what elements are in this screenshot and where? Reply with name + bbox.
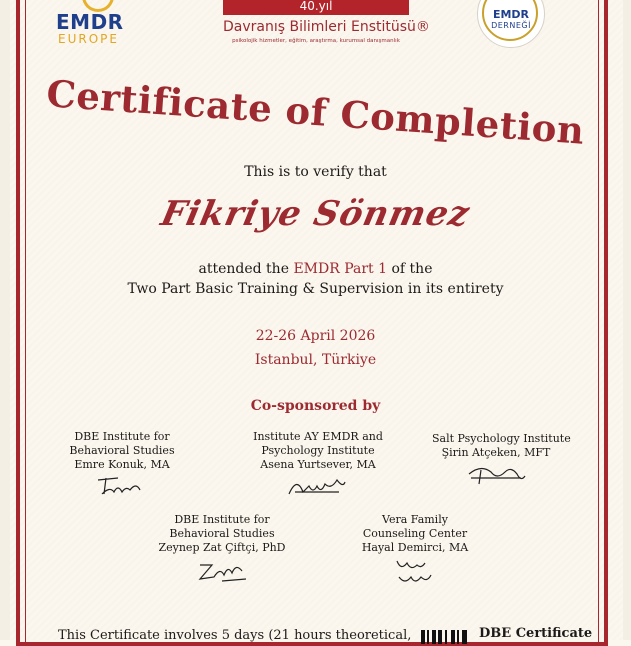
attended-line — [0, 261, 631, 277]
sponsor-person: Zeynep Zat Çiftçi, PhD — [158, 541, 286, 554]
seal-line2: DERNEĞİ — [491, 21, 531, 30]
certificate-title-wrap — [0, 71, 631, 153]
sponsor-block-5 — [345, 513, 485, 589]
cosponsored-heading: Co-sponsored by — [250, 398, 381, 414]
sponsor-block-2 — [248, 430, 388, 502]
emdr-europe-logo-line1: EMDR — [56, 10, 124, 34]
institute-tagline: psikolojik hizmetler, eğitim, araştırma, kurumsal danışmanlık — [232, 38, 400, 44]
sponsor-block-1 — [62, 430, 182, 500]
attended-prefix: attended the — [198, 261, 289, 277]
sponsor-person: Hayal Demirci, MA — [361, 541, 469, 554]
sponsor-block-4 — [152, 513, 292, 587]
footer-note: This Certificate involves 5 days (21 hours theoretical, — [58, 628, 412, 643]
seal-line1: EMDR — [492, 8, 530, 21]
program-name: EMDR Part 1 — [293, 261, 388, 277]
emdr-europe-logo — [52, 0, 142, 48]
verify-text: This is to verify that — [244, 164, 387, 180]
sponsor-block-3 — [432, 432, 571, 490]
sponsor-person: Şirin Atçeken, MFT — [441, 446, 551, 459]
emdr-europe-logo-line2: EUROPE — [58, 32, 119, 46]
dbe-institute-logo — [223, 0, 430, 50]
signature-icon — [387, 555, 443, 589]
sponsor-org-line1: DBE Institute for — [74, 430, 170, 443]
signature-icon — [283, 472, 353, 502]
training-location: Istanbul, Türkiye — [254, 352, 377, 368]
sponsor-org-line2: Behavioral Studies — [169, 527, 275, 540]
dbe-certificate-label: DBE Certificate — [479, 626, 593, 641]
sponsor-org-line1: Institute AY EMDR and — [253, 430, 383, 443]
certificate-title: Certificate of Completion — [45, 71, 586, 153]
sponsor-org-line1: DBE Institute for — [174, 513, 270, 526]
recipient-name: Fikriye Sönmez — [157, 194, 474, 234]
program-description: Two Part Basic Training & Supervision in its entirety — [127, 281, 504, 297]
anniversary-badge: 40.yıl — [223, 0, 409, 15]
sponsor-org-line1: Salt Psychology Institute — [432, 432, 571, 445]
sponsor-org-line1: Vera Family — [382, 513, 448, 526]
attended-suffix: of the — [391, 261, 433, 277]
sponsor-org-line2: Counseling Center — [362, 527, 468, 540]
sponsor-person: Asena Yurtsever, MA — [260, 458, 376, 471]
signature-icon — [92, 472, 152, 500]
signature-icon — [192, 555, 252, 587]
qr-code-icon[interactable] — [421, 630, 467, 644]
sponsor-org-line2: Behavioral Studies — [69, 444, 175, 457]
institute-name: Davranış Bilimleri Enstitüsü® — [223, 19, 430, 35]
sponsor-person: Emre Konuk, MA — [74, 458, 170, 471]
signature-icon — [461, 460, 531, 490]
training-dates: 22-26 April 2026 — [255, 328, 376, 344]
sponsor-org-line2: Psychology Institute — [261, 444, 375, 457]
